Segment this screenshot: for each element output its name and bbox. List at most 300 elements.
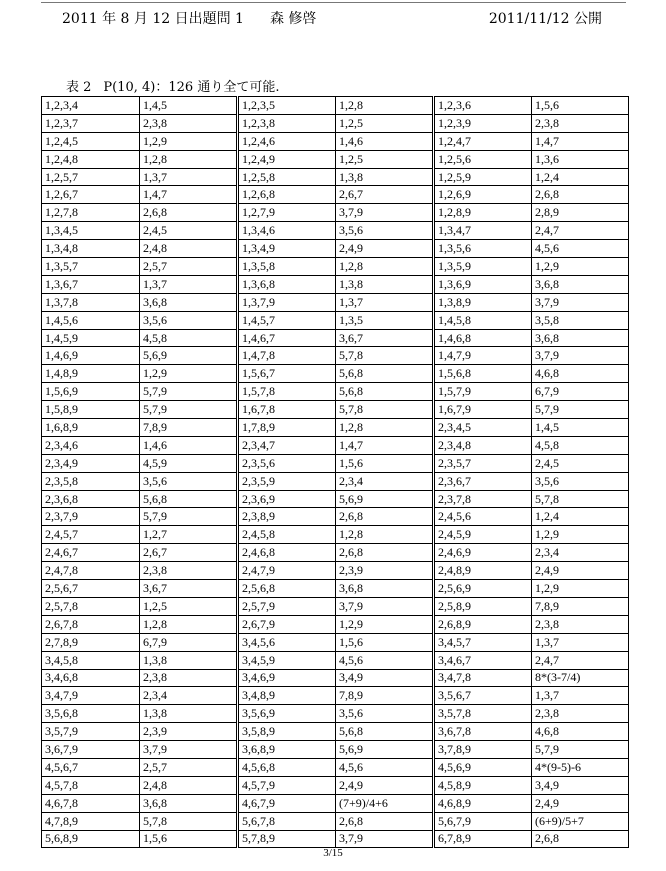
- header-date: 2011 年 8 月 12 日出題問 1: [62, 11, 244, 27]
- solution-cell: 1,3,6: [532, 150, 629, 168]
- combination-cell: 2,3,7,8: [434, 490, 532, 508]
- solution-cell: 4,5,8: [532, 436, 629, 454]
- solution-cell: 3,7,9: [336, 830, 434, 848]
- combination-cell: 4,6,7,9: [238, 794, 336, 812]
- table-row: [42, 150, 629, 168]
- solution-cell: 5,6,8: [336, 723, 434, 741]
- combination-cell: 2,3,4,9: [42, 454, 140, 472]
- combination-cell: 2,4,7,9: [238, 562, 336, 580]
- table-row: [42, 633, 629, 651]
- combination-cell: 1,7,8,9: [238, 419, 336, 437]
- combination-cell: 1,4,5,7: [238, 311, 336, 329]
- solution-cell: 5,7,9: [140, 383, 238, 401]
- solution-cell: 2,3,8: [532, 705, 629, 723]
- solution-cell: 1,2,8: [336, 419, 434, 437]
- solution-cell: 3,5,6: [140, 311, 238, 329]
- solution-cell: 2,4,5: [532, 454, 629, 472]
- solution-cell: 2,5,7: [140, 258, 238, 276]
- solution-cell: 5,7,8: [532, 490, 629, 508]
- solution-cell: 1,2,9: [140, 365, 238, 383]
- combination-cell: 3,4,7,8: [434, 669, 532, 687]
- combination-cell: 1,4,6,7: [238, 329, 336, 347]
- solution-cell: 1,3,8: [336, 168, 434, 186]
- table-row: [42, 311, 629, 329]
- combination-cell: 2,3,4,7: [238, 436, 336, 454]
- solution-cell: 4,5,9: [140, 454, 238, 472]
- solution-cell: 1,2,4: [532, 508, 629, 526]
- combination-cell: 1,5,6,9: [42, 383, 140, 401]
- solution-cell: 5,7,9: [140, 508, 238, 526]
- table-row: [42, 97, 629, 115]
- combination-cell: 3,4,5,9: [238, 651, 336, 669]
- solution-cell: 3,6,8: [140, 794, 238, 812]
- combination-cell: 1,3,6,8: [238, 275, 336, 293]
- solution-cell: 3,5,6: [336, 222, 434, 240]
- combination-cell: 2,3,5,9: [238, 472, 336, 490]
- solution-cell: 2,8,9: [532, 204, 629, 222]
- combination-cell: 1,3,5,7: [42, 258, 140, 276]
- combination-cell: 1,2,5,9: [434, 168, 532, 186]
- table-row: [42, 758, 629, 776]
- solution-cell: 1,2,9: [532, 580, 629, 598]
- solution-cell: 1,2,9: [532, 526, 629, 544]
- solution-cell: 1,4,7: [532, 132, 629, 150]
- combination-cell: 1,2,5,7: [42, 168, 140, 186]
- solution-cell: 1,3,7: [336, 293, 434, 311]
- combination-cell: 1,2,4,8: [42, 150, 140, 168]
- table-row: [42, 401, 629, 419]
- table-row: [42, 687, 629, 705]
- solution-cell: 3,7,9: [532, 347, 629, 365]
- combination-cell: 3,5,6,9: [238, 705, 336, 723]
- combination-cell: 4,5,6,7: [42, 758, 140, 776]
- combination-cell: 1,3,7,8: [42, 293, 140, 311]
- solution-cell: 1,4,5: [140, 97, 238, 115]
- combination-cell: 3,6,7,8: [434, 723, 532, 741]
- combination-cell: 1,4,6,9: [42, 347, 140, 365]
- solution-cell: 2,4,9: [532, 562, 629, 580]
- combination-cell: 1,6,8,9: [42, 419, 140, 437]
- combination-cell: 1,2,3,7: [42, 114, 140, 132]
- combination-cell: 1,2,3,8: [238, 114, 336, 132]
- table-row: [42, 705, 629, 723]
- solution-cell: 2,3,4: [336, 472, 434, 490]
- solution-cell: 3,7,9: [532, 293, 629, 311]
- table-row: [42, 383, 629, 401]
- combination-cell: 5,6,8,9: [42, 830, 140, 848]
- solution-cell: 1,3,8: [336, 275, 434, 293]
- solution-cell: 2,6,8: [532, 830, 629, 848]
- combination-cell: 1,2,4,5: [42, 132, 140, 150]
- combination-cell: 2,3,4,6: [42, 436, 140, 454]
- table-row: [42, 114, 629, 132]
- table-row: [42, 168, 629, 186]
- combination-cell: 4,5,7,9: [238, 776, 336, 794]
- table-row: [42, 580, 629, 598]
- solution-cell: 2,4,9: [336, 776, 434, 794]
- combination-cell: 1,4,6,8: [434, 329, 532, 347]
- solution-cell: 5,6,8: [336, 383, 434, 401]
- table-row: [42, 186, 629, 204]
- solution-cell: 2,6,7: [140, 544, 238, 562]
- solution-cell: 2,6,7: [336, 186, 434, 204]
- combination-cell: 1,5,7,9: [434, 383, 532, 401]
- table-row: [42, 508, 629, 526]
- solution-cell: 3,5,8: [532, 311, 629, 329]
- combination-cell: 1,3,5,8: [238, 258, 336, 276]
- table-row: [42, 454, 629, 472]
- table-row: [42, 436, 629, 454]
- table-row: [42, 275, 629, 293]
- solution-cell: 2,3,8: [140, 114, 238, 132]
- solution-cell: 4,5,6: [532, 240, 629, 258]
- combination-cell: 2,5,6,9: [434, 580, 532, 598]
- combination-cell: 3,6,8,9: [238, 741, 336, 759]
- table-row: [42, 490, 629, 508]
- combination-cell: 1,2,6,7: [42, 186, 140, 204]
- solution-cell: 1,5,6: [336, 454, 434, 472]
- combination-table: [41, 96, 629, 848]
- combination-cell: 3,4,7,9: [42, 687, 140, 705]
- combination-cell: 1,3,4,6: [238, 222, 336, 240]
- combination-cell: 1,2,6,8: [238, 186, 336, 204]
- combination-cell: 2,3,4,8: [434, 436, 532, 454]
- table-row: [42, 258, 629, 276]
- table-row: [42, 776, 629, 794]
- table-row: [42, 419, 629, 437]
- combination-cell: 2,4,5,9: [434, 526, 532, 544]
- table-row: [42, 794, 629, 812]
- table-row: [42, 365, 629, 383]
- solution-cell: 3,6,7: [140, 580, 238, 598]
- combination-cell: 1,2,3,9: [434, 114, 532, 132]
- solution-cell: (6+9)/5+7: [532, 812, 629, 830]
- combination-cell: 2,4,5,6: [434, 508, 532, 526]
- solution-cell: 1,2,8: [336, 526, 434, 544]
- combination-cell: 2,4,7,8: [42, 562, 140, 580]
- solution-cell: 1,3,7: [532, 687, 629, 705]
- combination-cell: 2,4,6,8: [238, 544, 336, 562]
- solution-cell: 7,8,9: [336, 687, 434, 705]
- solution-cell: 1,4,7: [336, 436, 434, 454]
- table-row: [42, 240, 629, 258]
- combination-cell: 4,5,6,9: [434, 758, 532, 776]
- table-caption-label: 表 2: [66, 80, 92, 95]
- solution-cell: 3,7,9: [140, 741, 238, 759]
- solution-cell: 3,5,6: [336, 705, 434, 723]
- table-row: [42, 222, 629, 240]
- combination-cell: 1,5,6,8: [434, 365, 532, 383]
- combination-cell: 3,5,7,8: [434, 705, 532, 723]
- combination-cell: 2,3,6,7: [434, 472, 532, 490]
- table-row: [42, 347, 629, 365]
- combination-cell: 4,6,7,8: [42, 794, 140, 812]
- solution-cell: 4,6,8: [532, 365, 629, 383]
- combination-cell: 1,2,4,9: [238, 150, 336, 168]
- combination-cell: 1,3,6,9: [434, 275, 532, 293]
- solution-cell: 2,3,9: [140, 723, 238, 741]
- header-rule: [41, 2, 626, 3]
- table-row: [42, 723, 629, 741]
- table-row: [42, 741, 629, 759]
- combination-table-body: [42, 97, 629, 848]
- combination-cell: 2,3,5,7: [434, 454, 532, 472]
- solution-cell: 3,4,9: [336, 669, 434, 687]
- solution-cell: 3,7,9: [336, 204, 434, 222]
- combination-cell: 4,5,7,8: [42, 776, 140, 794]
- solution-cell: 3,7,9: [336, 597, 434, 615]
- solution-cell: 1,2,9: [336, 615, 434, 633]
- combination-cell: 1,2,7,8: [42, 204, 140, 222]
- solution-cell: 3,6,8: [140, 293, 238, 311]
- solution-cell: 5,7,9: [140, 401, 238, 419]
- combination-cell: 3,5,6,7: [434, 687, 532, 705]
- solution-cell: 2,6,8: [140, 204, 238, 222]
- solution-cell: 2,4,5: [140, 222, 238, 240]
- solution-cell: 1,4,7: [140, 186, 238, 204]
- combination-cell: 2,5,8,9: [434, 597, 532, 615]
- combination-cell: 1,3,7,9: [238, 293, 336, 311]
- combination-cell: 3,4,6,7: [434, 651, 532, 669]
- combination-cell: 3,5,6,8: [42, 705, 140, 723]
- solution-cell: 5,6,9: [140, 347, 238, 365]
- combination-cell: 2,5,7,8: [42, 597, 140, 615]
- combination-cell: 1,3,8,9: [434, 293, 532, 311]
- solution-cell: 2,6,8: [532, 186, 629, 204]
- solution-cell: 2,3,8: [140, 669, 238, 687]
- solution-cell: 2,3,8: [532, 114, 629, 132]
- solution-cell: 1,2,5: [336, 150, 434, 168]
- solution-cell: 2,4,8: [140, 776, 238, 794]
- combination-cell: 1,2,3,5: [238, 97, 336, 115]
- table-row: [42, 293, 629, 311]
- table-row: [42, 544, 629, 562]
- combination-cell: 1,3,5,6: [434, 240, 532, 258]
- solution-cell: 3,6,7: [336, 329, 434, 347]
- combination-cell: 1,5,7,8: [238, 383, 336, 401]
- combination-cell: 2,3,6,8: [42, 490, 140, 508]
- page-header-left: [62, 8, 316, 28]
- combination-cell: 2,3,6,9: [238, 490, 336, 508]
- solution-cell: 3,6,8: [336, 580, 434, 598]
- combination-cell: 3,4,5,8: [42, 651, 140, 669]
- solution-cell: 3,4,9: [532, 776, 629, 794]
- combination-cell: 2,4,5,7: [42, 526, 140, 544]
- solution-cell: 2,3,4: [532, 544, 629, 562]
- page-number: 3/15: [323, 847, 343, 859]
- solution-cell: 4*(9-5)-6: [532, 758, 629, 776]
- solution-cell: 2,6,8: [336, 508, 434, 526]
- solution-cell: 5,6,9: [336, 741, 434, 759]
- solution-cell: 1,2,8: [336, 97, 434, 115]
- solution-cell: 1,2,5: [336, 114, 434, 132]
- table-row: [42, 204, 629, 222]
- combination-cell: 1,2,5,8: [238, 168, 336, 186]
- solution-cell: 5,6,8: [140, 490, 238, 508]
- table-row: [42, 830, 629, 848]
- solution-cell: 7,8,9: [532, 597, 629, 615]
- combination-cell: 2,6,7,9: [238, 615, 336, 633]
- solution-cell: 1,3,8: [140, 705, 238, 723]
- combination-cell: 2,4,8,9: [434, 562, 532, 580]
- solution-cell: 1,2,8: [140, 150, 238, 168]
- combination-cell: 2,5,7,9: [238, 597, 336, 615]
- combination-cell: 2,4,6,9: [434, 544, 532, 562]
- solution-cell: 2,3,4: [140, 687, 238, 705]
- solution-cell: 1,3,7: [532, 633, 629, 651]
- combination-cell: 1,3,4,9: [238, 240, 336, 258]
- table-row: [42, 597, 629, 615]
- solution-cell: 1,2,5: [140, 597, 238, 615]
- solution-cell: 1,4,6: [140, 436, 238, 454]
- combination-cell: 5,7,8,9: [238, 830, 336, 848]
- combination-cell: 5,6,7,8: [238, 812, 336, 830]
- solution-cell: 2,4,7: [532, 222, 629, 240]
- header-author: 森 修啓: [269, 11, 317, 27]
- solution-cell: 2,3,8: [532, 615, 629, 633]
- table-row: [42, 669, 629, 687]
- solution-cell: 1,5,6: [140, 830, 238, 848]
- combination-cell: 3,7,8,9: [434, 741, 532, 759]
- combination-cell: 3,4,8,9: [238, 687, 336, 705]
- combination-cell: 1,5,6,7: [238, 365, 336, 383]
- solution-cell: 5,6,8: [336, 365, 434, 383]
- combination-cell: 4,5,8,9: [434, 776, 532, 794]
- combination-cell: 3,4,5,6: [238, 633, 336, 651]
- solution-cell: 1,2,9: [532, 258, 629, 276]
- combination-cell: 2,5,6,7: [42, 580, 140, 598]
- combination-cell: 1,2,4,6: [238, 132, 336, 150]
- solution-cell: 2,4,8: [140, 240, 238, 258]
- combination-cell: 3,4,5,7: [434, 633, 532, 651]
- table-row: [42, 132, 629, 150]
- combination-cell: 1,2,4,7: [434, 132, 532, 150]
- combination-cell: 1,4,5,6: [42, 311, 140, 329]
- combination-cell: 1,4,7,8: [238, 347, 336, 365]
- combination-cell: 1,2,3,4: [42, 97, 140, 115]
- solution-cell: 4,5,6: [336, 758, 434, 776]
- combination-cell: 1,4,5,8: [434, 311, 532, 329]
- solution-cell: 5,7,8: [336, 347, 434, 365]
- solution-cell: 2,5,7: [140, 758, 238, 776]
- solution-cell: 3,6,8: [532, 275, 629, 293]
- solution-cell: 7,8,9: [140, 419, 238, 437]
- page-header-right: 2011/11/12 公開: [488, 11, 602, 27]
- combination-cell: 2,3,8,9: [238, 508, 336, 526]
- combination-cell: 1,3,6,7: [42, 275, 140, 293]
- combination-cell: 1,2,6,9: [434, 186, 532, 204]
- combination-cell: 4,5,6,8: [238, 758, 336, 776]
- solution-cell: 2,6,8: [336, 544, 434, 562]
- solution-cell: 5,7,9: [532, 741, 629, 759]
- table-row: [42, 615, 629, 633]
- solution-cell: 4,6,8: [532, 723, 629, 741]
- combination-cell: 1,5,8,9: [42, 401, 140, 419]
- combination-cell: 1,3,4,8: [42, 240, 140, 258]
- solution-cell: 1,2,4: [532, 168, 629, 186]
- solution-cell: 5,7,9: [532, 401, 629, 419]
- combination-cell: 1,2,5,6: [434, 150, 532, 168]
- combination-cell: 2,6,7,8: [42, 615, 140, 633]
- combination-cell: 1,2,3,6: [434, 97, 532, 115]
- combination-cell: 2,6,8,9: [434, 615, 532, 633]
- combination-cell: 3,5,7,9: [42, 723, 140, 741]
- solution-cell: 1,2,9: [140, 132, 238, 150]
- solution-cell: 1,4,6: [336, 132, 434, 150]
- solution-cell: 1,5,6: [336, 633, 434, 651]
- combination-cell: 3,4,6,8: [42, 669, 140, 687]
- solution-cell: 1,2,8: [336, 258, 434, 276]
- combination-cell: 1,6,7,8: [238, 401, 336, 419]
- combination-cell: 2,7,8,9: [42, 633, 140, 651]
- combination-cell: 1,4,8,9: [42, 365, 140, 383]
- table-row: [42, 329, 629, 347]
- combination-cell: 2,4,6,7: [42, 544, 140, 562]
- table-caption: [66, 76, 279, 95]
- combination-cell: 2,5,6,8: [238, 580, 336, 598]
- solution-cell: 2,6,8: [336, 812, 434, 830]
- solution-cell: 6,7,9: [140, 633, 238, 651]
- combination-cell: 2,4,5,8: [238, 526, 336, 544]
- solution-cell: 4,5,8: [140, 329, 238, 347]
- solution-cell: 2,4,7: [532, 651, 629, 669]
- combination-cell: 1,3,4,5: [42, 222, 140, 240]
- solution-cell: 1,3,5: [336, 311, 434, 329]
- combination-cell: 5,6,7,9: [434, 812, 532, 830]
- solution-cell: 3,5,6: [140, 472, 238, 490]
- solution-cell: 2,4,9: [336, 240, 434, 258]
- solution-cell: 8*(3-7/4): [532, 669, 629, 687]
- table-row: [42, 472, 629, 490]
- solution-cell: 5,6,9: [336, 490, 434, 508]
- solution-cell: 1,2,8: [140, 615, 238, 633]
- combination-cell: 3,6,7,9: [42, 741, 140, 759]
- combination-cell: 4,7,8,9: [42, 812, 140, 830]
- combination-cell: 3,4,6,9: [238, 669, 336, 687]
- table-row: [42, 812, 629, 830]
- combination-cell: 2,3,5,6: [238, 454, 336, 472]
- combination-cell: 1,3,4,7: [434, 222, 532, 240]
- solution-cell: 2,4,9: [532, 794, 629, 812]
- solution-cell: 4,5,6: [336, 651, 434, 669]
- solution-cell: 1,3,7: [140, 168, 238, 186]
- solution-cell: 3,6,8: [532, 329, 629, 347]
- solution-cell: 2,3,8: [140, 562, 238, 580]
- combination-cell: 1,2,8,9: [434, 204, 532, 222]
- combination-cell: 1,6,7,9: [434, 401, 532, 419]
- combination-cell: 2,3,7,9: [42, 508, 140, 526]
- combination-cell: 1,2,7,9: [238, 204, 336, 222]
- solution-cell: 2,3,9: [336, 562, 434, 580]
- combination-cell: 6,7,8,9: [434, 830, 532, 848]
- combination-cell: 2,3,4,5: [434, 419, 532, 437]
- solution-cell: 5,7,8: [336, 401, 434, 419]
- solution-cell: (7+9)/4+6: [336, 794, 434, 812]
- combination-cell: 4,6,8,9: [434, 794, 532, 812]
- solution-cell: 1,2,7: [140, 526, 238, 544]
- solution-cell: 3,5,6: [532, 472, 629, 490]
- table-row: [42, 651, 629, 669]
- solution-cell: 6,7,9: [532, 383, 629, 401]
- solution-cell: 1,4,5: [532, 419, 629, 437]
- combination-cell: 1,4,5,9: [42, 329, 140, 347]
- combination-cell: 2,3,5,8: [42, 472, 140, 490]
- solution-cell: 1,3,7: [140, 275, 238, 293]
- solution-cell: 5,7,8: [140, 812, 238, 830]
- table-row: [42, 526, 629, 544]
- solution-cell: 1,3,8: [140, 651, 238, 669]
- combination-cell: 1,4,7,9: [434, 347, 532, 365]
